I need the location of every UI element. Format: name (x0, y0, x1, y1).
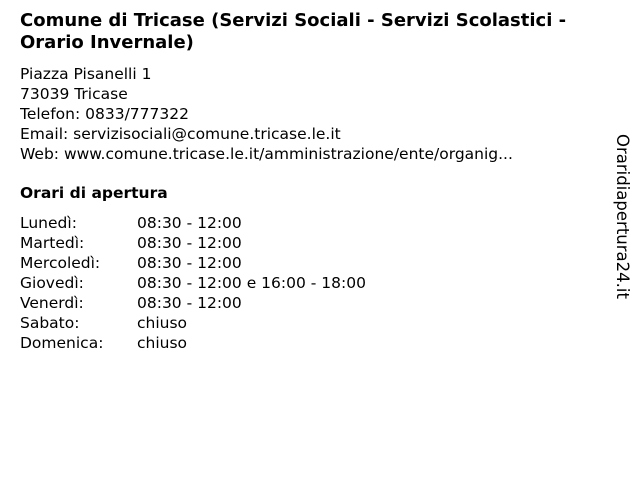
phone-number: Telefon: 0833/777322 (20, 105, 189, 123)
hours-day: Mercoledì: (20, 254, 101, 272)
hours-day: Giovedì: (20, 274, 84, 292)
hours-day: Martedì: (20, 234, 85, 252)
hours-time: 08:30 - 12:00 (137, 254, 242, 272)
hours-row (20, 293, 366, 313)
hours-day: Sabato: (20, 314, 80, 332)
hours-row (20, 333, 366, 353)
hours-time: chiuso (137, 334, 188, 352)
hours-time: 08:30 - 12:00 (137, 234, 242, 252)
site-watermark: Oraridiapertura24.it (613, 134, 632, 299)
page-title: Comune di Tricase (Servizi Sociali - Servizi Scolastici - Orario Invernale) (20, 10, 567, 53)
hours-day: Lunedì: (20, 214, 77, 232)
hours-row (20, 233, 366, 253)
hours-time: chiuso (137, 314, 188, 332)
hours-row (20, 273, 366, 293)
email-address: Email: servizisociali@comune.tricase.le.it (20, 125, 341, 143)
hours-row (20, 313, 366, 333)
hours-day: Domenica: (20, 334, 104, 352)
street-address: Piazza Pisanelli 1 (20, 65, 152, 83)
website-link[interactable]: Web: www.comune.tricase.le.it/amministrazione/ente/organig... (20, 145, 513, 163)
hours-time: 08:30 - 12:00 e 16:00 - 18:00 (137, 274, 366, 292)
hours-day: Venerdì: (20, 294, 84, 312)
hours-row (20, 213, 366, 233)
opening-hours-heading: Orari di apertura (20, 184, 168, 202)
hours-row (20, 253, 366, 273)
address-block (20, 64, 600, 164)
city-address: 73039 Tricase (20, 85, 128, 103)
opening-hours-table (20, 213, 366, 353)
hours-time: 08:30 - 12:00 (137, 214, 242, 232)
hours-time: 08:30 - 12:00 (137, 294, 242, 312)
